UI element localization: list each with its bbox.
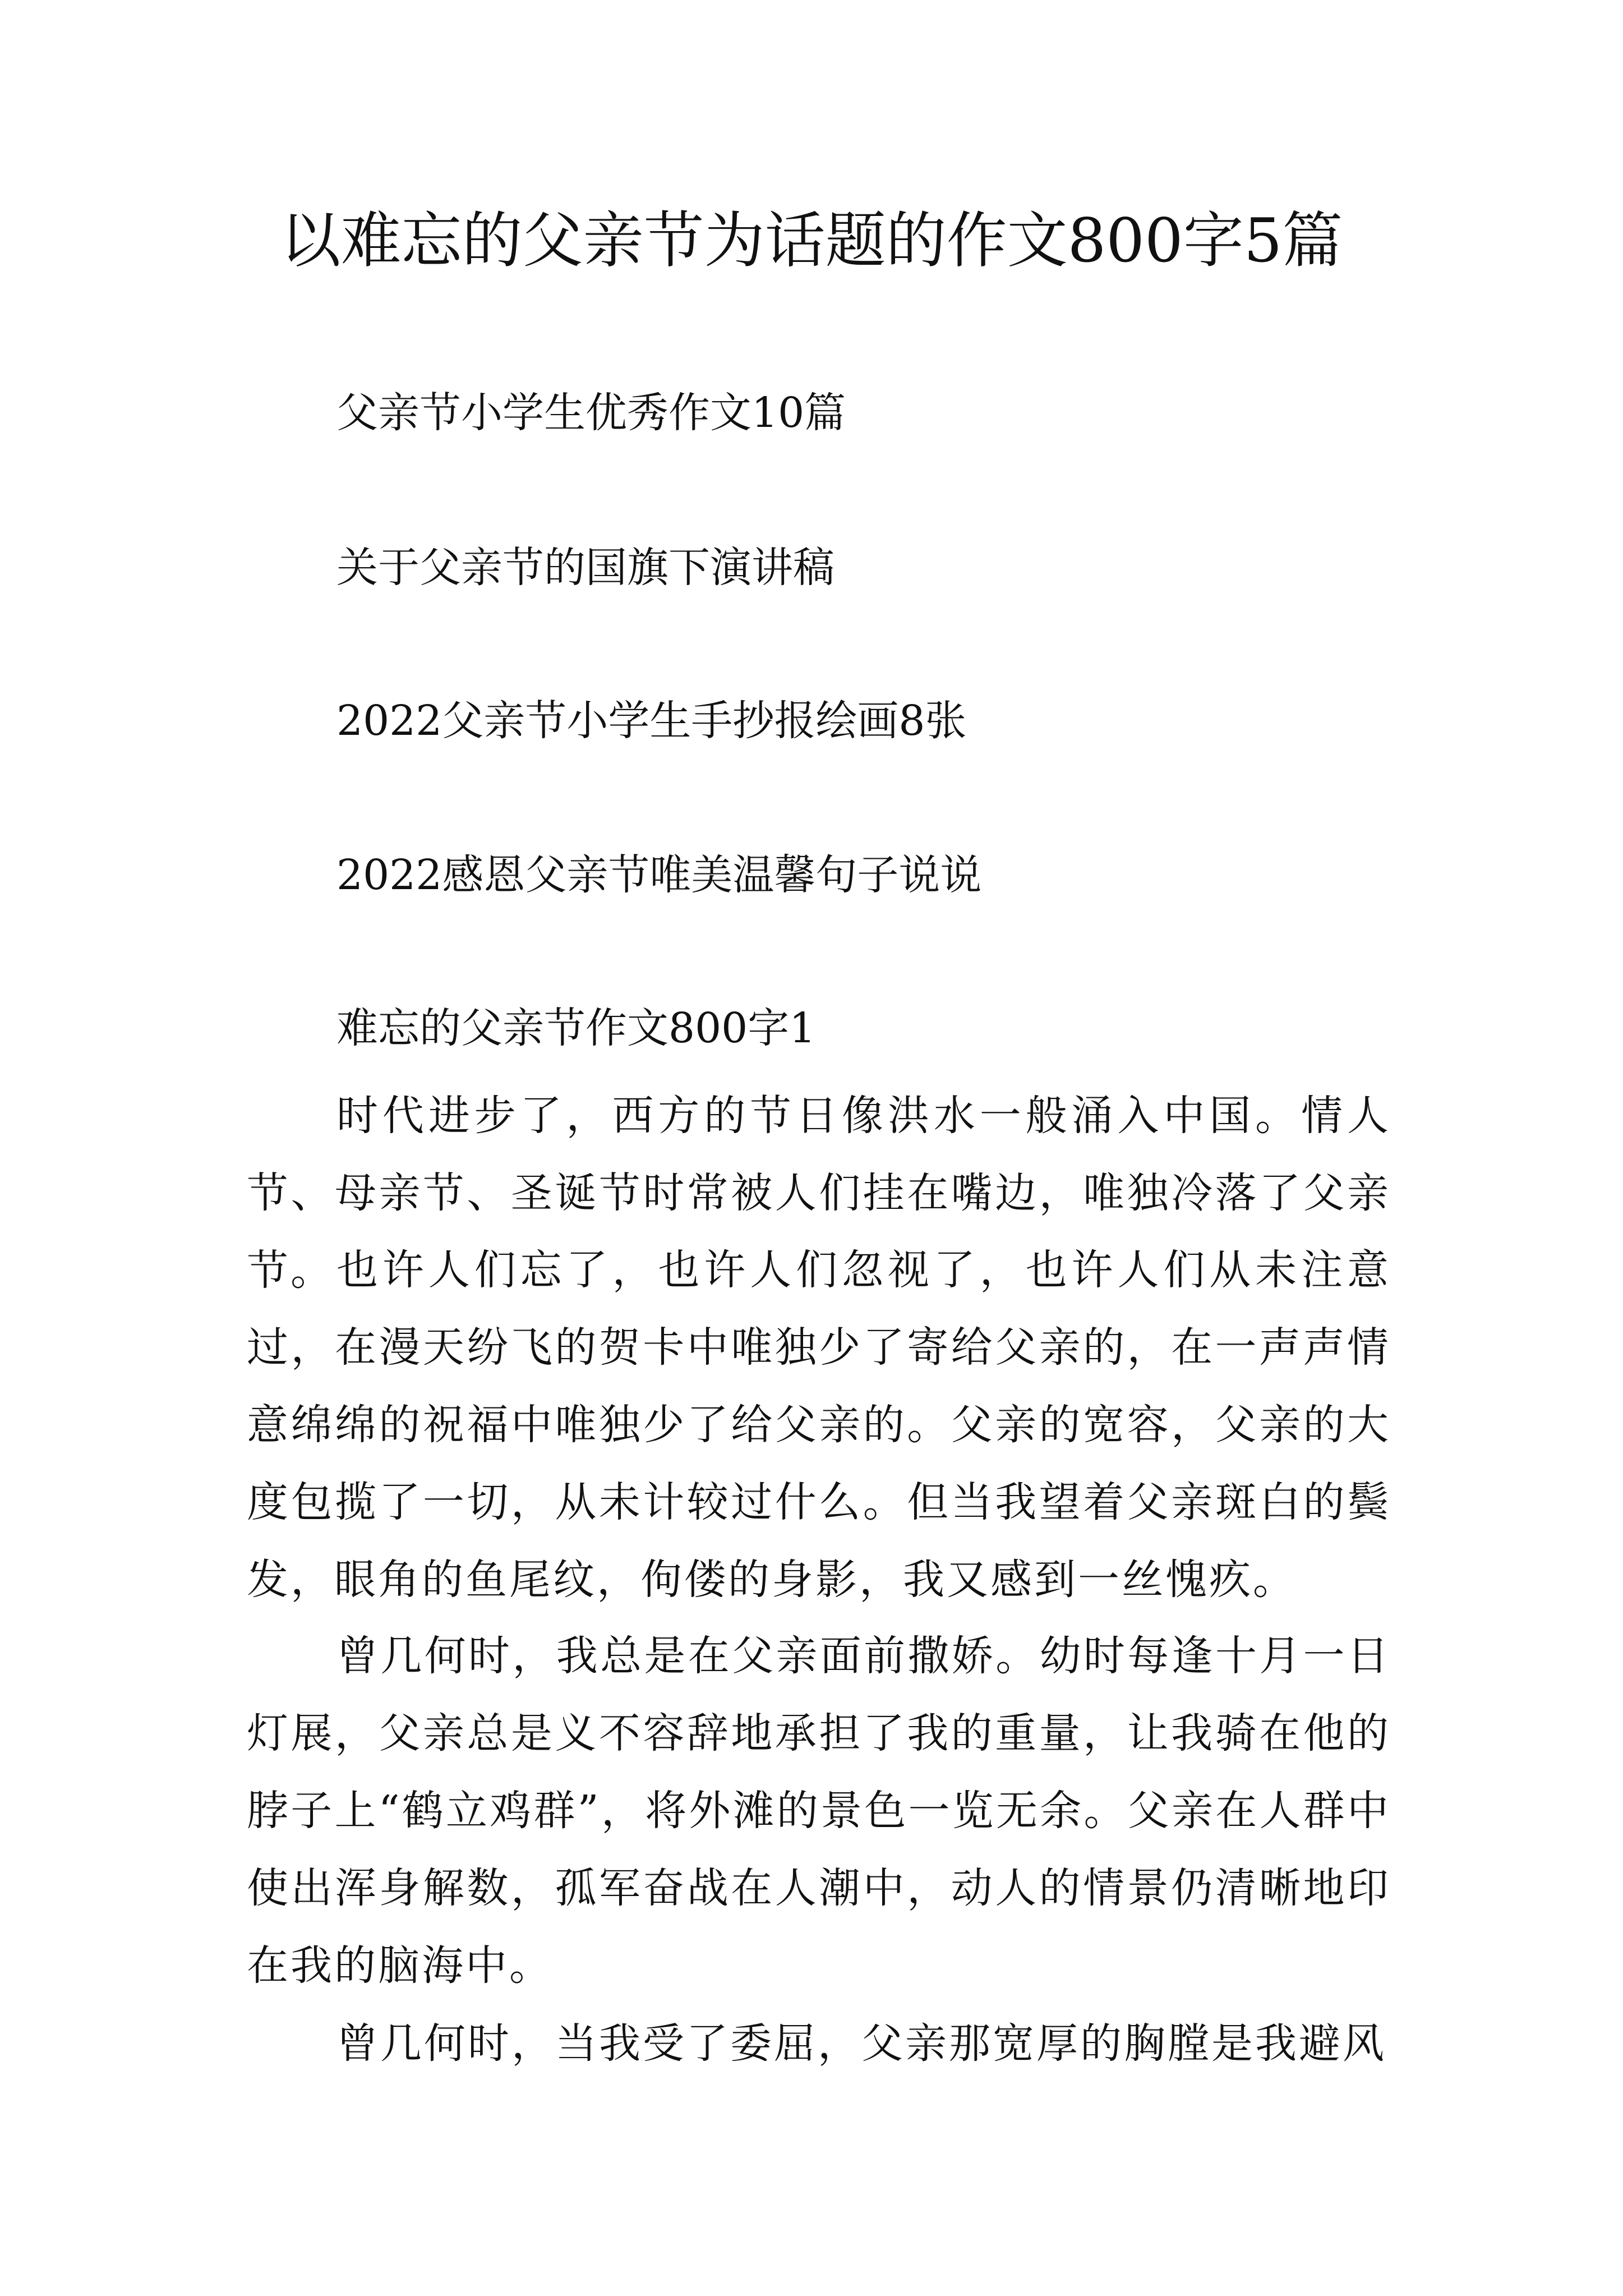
paragraph-3: 曾几何时，我总是在父亲面前撒娇。幼时每逢十月一日灯展，父亲总是义不容辞地承担了我的重量，让我骑在他的脖子上“鹤立鸡群”，将外滩的景色一览无余。父亲在人群中使出浑身解数，孤军奋战在人潮中，动人的情景仍清晰地印在我的脑海中。 xyxy=(247,1632,1391,1990)
essay-heading: 难忘的父亲节作文800字1 xyxy=(336,1004,816,1052)
paragraph-1: 时代进步了，西方的节日像洪水一般涌入中国。情人节、母亲节、圣诞节时常被人们挂在嘴边，唯独冷落了父亲节。 xyxy=(247,1092,1391,1295)
related-link-3[interactable]: 2022父亲节小学生手抄报绘画8张 xyxy=(336,697,967,745)
related-link-2[interactable]: 关于父亲节的国旗下演讲稿 xyxy=(336,544,834,592)
document-title: 以难忘的父亲节为话题的作文800字5篇 xyxy=(280,206,1343,276)
paragraph-2: 也许人们忘了，也许人们忽视了，也许人们从未注意过，在漫天纷飞的贺卡中唯独少了寄给父亲的，在一声声情意绵绵的祝福中唯独少了给父亲的。父亲的宽容，父亲的大度包揽了一切，从未计较过什么。但当我望着父亲斑白的鬓发，眼角的鱼尾纹，佝偻的身影，我又感到一丝愧疚。 xyxy=(247,1246,1391,1604)
paragraph-4: 曾几何时，当我受了委屈，父亲那宽厚的胸膛是我避风 xyxy=(336,2019,1386,2068)
related-link-1[interactable]: 父亲节小学生优秀作文10篇 xyxy=(336,389,846,437)
related-link-4[interactable]: 2022感恩父亲节唯美温馨句子说说 xyxy=(336,851,982,899)
